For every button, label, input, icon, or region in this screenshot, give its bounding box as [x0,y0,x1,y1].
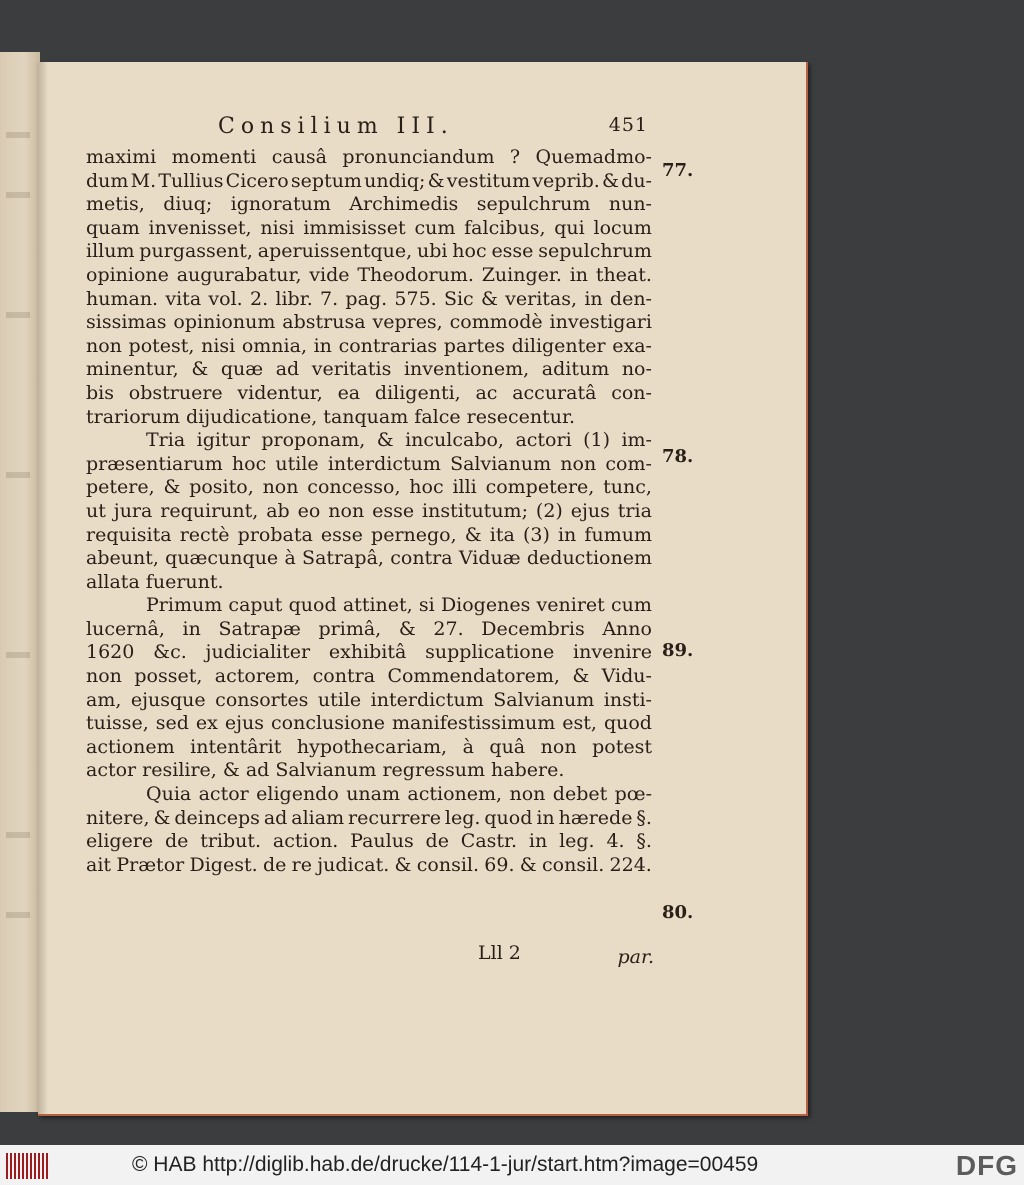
text-line: sissimas opinionum abstrusa vepres, commodè investigari [86,311,652,334]
text-line: eligere de tribut. action. Paulus de Castr. in leg. 4. §. [86,830,652,853]
text-line: human. vita vol. 2. libr. 7. pag. 575. Sic & veritas, in den- [86,287,652,310]
text-line: actionem intentârit hypothecariam, à quâ non potest [86,735,652,758]
text-line: non posset, actorem, contra Commendatorem, & Vidu- [86,665,652,688]
text-line: tuisse, sed ex ejus conclusione manifestissimum est, quod [86,712,652,735]
text-line: am, ejusque consortes utile interdictum Salvianum insti- [86,688,652,711]
page-number: 451 [608,114,648,136]
footer-bar [0,1145,1024,1185]
text-line: illum purgassent, aperuissentque, ubi hoc esse sepulchrum [86,240,652,263]
dfg-logo: DFG [955,1150,1018,1181]
body-text [86,146,652,877]
copyright-link[interactable]: © HAB http://diglib.hab.de/drucke/114-1-jur/start.htm?image=00459 [132,1153,759,1176]
text-line: Primum caput quod attinet, si Diogenes veniret cum [146,594,652,617]
text-line: allata fuerunt. [86,570,224,593]
text-line: ut jura requirunt, ab eo non esse institutum; (2) ejus tria [86,499,652,522]
text-line: præsentiarum hoc utile interdictum Salvianum non com- [86,452,652,475]
text-line: abeunt, quæcunque à Satrapâ, contra Viduæ deductionem [86,547,652,570]
text-line: bis obstruere videntur, ea diligenti, ac accuratâ con- [86,381,652,404]
hab-logo-icon [6,1153,48,1179]
text-line: maximi momenti causâ pronunciandum ? Quemadmo- [86,146,652,168]
signature-mark: Lll 2 [478,942,521,964]
text-line: dum M. Tullius Cicero septum undiq; & vestitum veprib. & du- [86,169,652,192]
margin-number: 78. [662,446,694,467]
text-line: Tria igitur proponam, & inculcabo, actori (1) im- [146,429,652,452]
text-line: minentur, & quæ ad veritatis inventionem, aditum no- [86,358,652,381]
text-line: requisita rectè probata esse pernego, & ita (3) in fumum [86,523,652,546]
margin-number: 77. [662,160,694,181]
text-line: nitere, & deinceps ad aliam recurrere leg. quod in hærede §. [86,806,652,829]
running-head: Consilium III. [218,114,454,139]
text-line: trariorum dijudicatione, tanquam falce resecentur. [86,405,575,428]
book-page [38,62,808,1116]
text-line: quam invenisset, nisi immisisset cum falcibus, qui locum [86,216,652,239]
text-line: metis, diuq; ignoratum Archimedis sepulchrum nun- [86,193,652,216]
text-line: ait Prætor Digest. de re judicat. & consil. 69. & consil. 224. [86,853,652,876]
catchword: par. [617,946,654,968]
margin-number: 80. [662,902,694,923]
text-line: actor resilire, & ad Salvianum regressum habere. [86,759,565,782]
margin-number: 89. [662,640,694,661]
previous-page-edge [0,52,40,1112]
text-line: petere, & posito, non concesso, hoc illi competere, tunc, [86,476,652,499]
text-line: 1620 &c. judicialiter exhibitâ supplicatione invenire [86,641,652,664]
text-line: non potest, nisi omnia, in contrarias partes diligenter exa- [86,334,652,357]
text-line: opinione augurabatur, vide Theodorum. Zuinger. in theat. [86,263,652,286]
text-line: Quia actor eligendo unam actionem, non debet pœ- [146,783,652,806]
text-line: lucernâ, in Satrapæ primâ, & 27. Decembris Anno [86,617,652,640]
page-header [218,114,648,144]
